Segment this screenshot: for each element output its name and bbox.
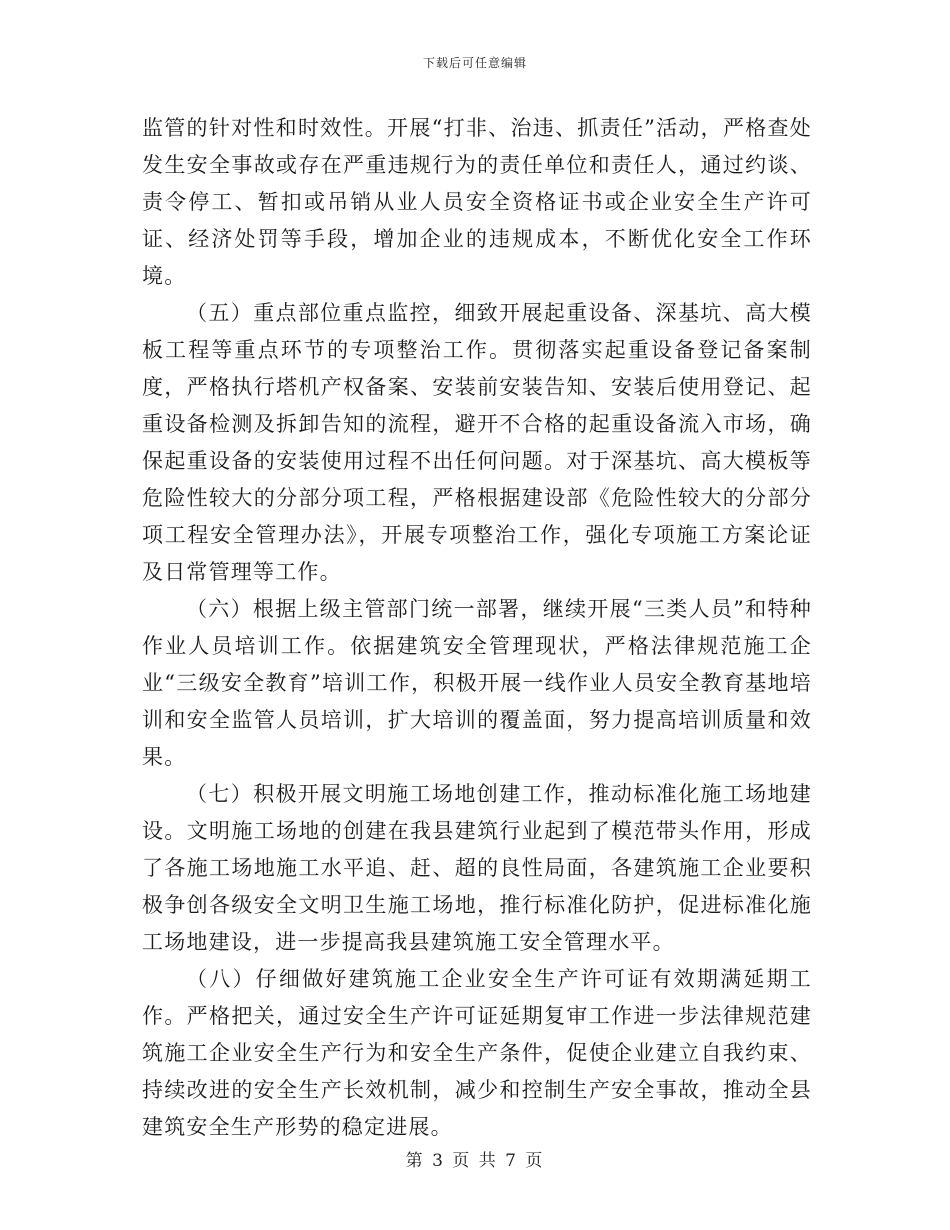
page-header: 下载后可任意编辑 bbox=[422, 56, 527, 70]
page-number-footer: 第 3 页 共 7 页 bbox=[405, 1151, 545, 1171]
paragraph-section-8: （八）仔细做好建筑施工企业安全生产许可证有效期满延期工作。严格把关，通过安全生产许可证延期复审工作进一步法律规范建筑施工企业安全生产行为和安全生产条件，促使企业建立自我约束、持续改进的安全生产长效机制，减少和控制生产安全事故，推动全县建筑安全生产形势的稳定进展。 bbox=[142, 967, 812, 1139]
paragraph-continued: 监管的针对性和时效性。开展“打非、治违、抓责任”活动，严格查处发生安全事故或存在严重违规行为的责任单位和责任人，通过约谈、责令停工、暂扣或吊销从业人员安全资格证书或企业安全生产许可证、经济处罚等手段，增加企业的违规成本，不断优化安全工作环境。 bbox=[142, 116, 812, 288]
paragraph-section-6: （六）根据上级主管部门统一部署，继续开展“三类人员”和特种作业人员培训工作。依据建筑安全管理现状，严格法律规范施工企业“三级安全教育”培训工作，积极开展一线作业人员安全教育基地培训和安全监管人员培训，扩大培训的覆盖面，努力提高培训质量和效果。 bbox=[142, 597, 812, 769]
paragraph-section-5: （五）重点部位重点监控，细致开展起重设备、深基坑、高大模板工程等重点环节的专项整治工作。贯彻落实起重设备登记备案制度，严格执行塔机产权备案、安装前安装告知、安装后使用登记、起重设备检测及拆卸告知的流程，避开不合格的起重设备流入市场，确保起重设备的安装使用过程不出任何问题。对于深基坑、高大模板等危险性较大的分部分项工程，严格根据建设部《危险性较大的分部分项工程安全管理办法》，开展专项整治工作，强化专项施工方案论证及日常管理等工作。 bbox=[142, 301, 812, 584]
document-body bbox=[142, 110, 812, 1146]
paragraph-section-7: （七）积极开展文明施工场地创建工作，推动标准化施工场地建设。文明施工场地的创建在我县建筑行业起到了模范带头作用，形成了各施工场地施工水平追、赶、超的良性局面，各建筑施工企业要积极争创各级安全文明卫生施工场地，推行标准化防护，促进标准化施工场地建设，进一步提高我县建筑施工安全管理水平。 bbox=[142, 782, 812, 954]
